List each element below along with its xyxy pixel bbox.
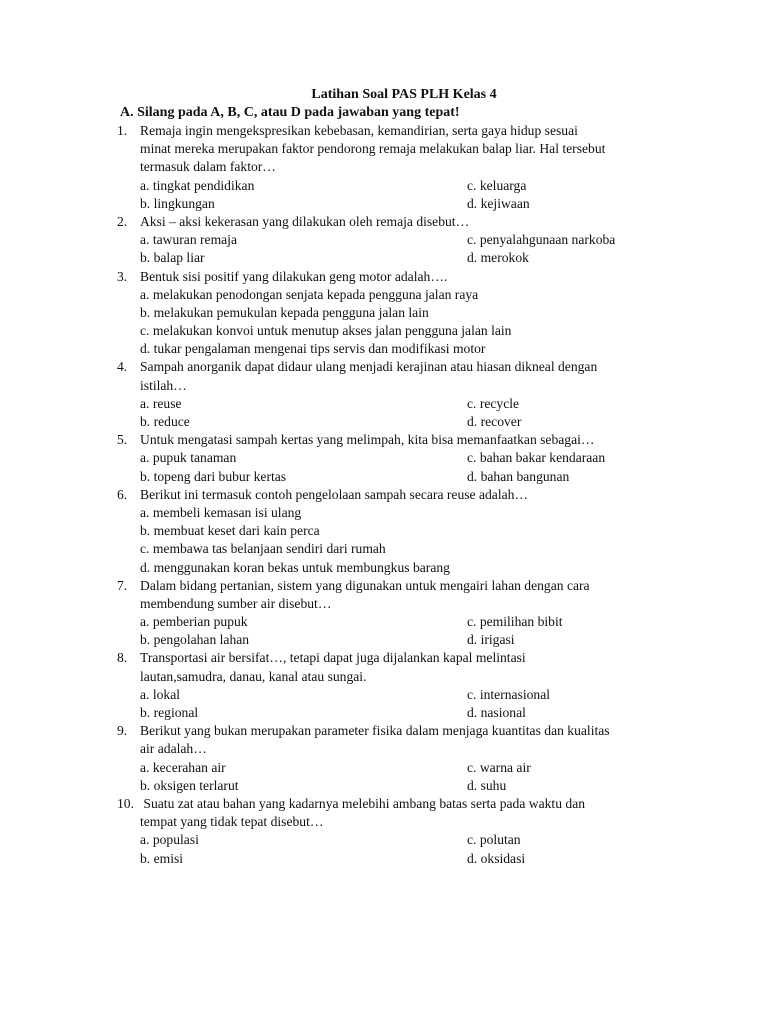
question-stem-line: tempat yang tidak tepat disebut… — [140, 814, 324, 830]
question-stem-line: termasuk dalam faktor… — [140, 159, 276, 175]
question-stem-line: Aksi – aksi kekerasan yang dilakukan oleh remaja disebut… — [140, 213, 470, 229]
question-stem-line: Berikut ini termasuk contoh pengelolaan sampah secara reuse adalah… — [140, 486, 529, 502]
question-5 — [0, 431, 768, 486]
question-number: 6. — [117, 486, 128, 502]
option-row — [0, 449, 768, 467]
question-2 — [0, 213, 768, 268]
option-row — [0, 468, 768, 486]
option-c[interactable]: c. bahan bakar kendaraan — [467, 450, 606, 466]
question-number: 8. — [117, 650, 128, 666]
question-1 — [0, 122, 768, 213]
question-stem-line: istilah… — [140, 377, 187, 393]
option-c[interactable]: c. penyalahgunaan narkoba — [467, 232, 616, 248]
question-stem-line: Remaja ingin mengekspresikan kebebasan, kemandirian, serta gaya hidup sesuai — [140, 123, 578, 138]
option-row — [0, 195, 768, 213]
option-row — [0, 704, 768, 722]
option-b[interactable]: b. lingkungan — [140, 195, 215, 211]
question-stem-line: air adalah… — [140, 741, 207, 757]
question-stem-line: Berikut yang bukan merupakan parameter fisika dalam menjaga kuantitas dan kualitas — [140, 723, 610, 739]
question-stem-line: Bentuk sisi positif yang dilakukan geng motor adalah…. — [140, 268, 448, 284]
question-9 — [0, 722, 768, 795]
question-10 — [0, 795, 768, 868]
question-3 — [0, 268, 768, 359]
option-d[interactable]: d. kejiwaan — [467, 195, 530, 211]
option-c[interactable]: c. recycle — [467, 395, 520, 411]
question-6 — [0, 486, 768, 577]
question-4 — [0, 358, 768, 431]
option-a[interactable]: a. pupuk tanaman — [140, 450, 237, 466]
question-number: 9. — [117, 723, 128, 739]
question-number: 3. — [117, 268, 128, 284]
option-d[interactable]: d. bahan bangunan — [467, 468, 570, 484]
worksheet-page — [0, 86, 768, 868]
option-b[interactable]: b. reduce — [140, 414, 190, 429]
question-7 — [0, 577, 768, 650]
option-a[interactable]: a. melakukan penodongan senjata kepada pengguna jalan raya — [140, 286, 479, 302]
option-a[interactable]: a. tawuran remaja — [140, 232, 237, 248]
question-number: 2. — [117, 213, 128, 229]
option-row — [0, 413, 768, 431]
option-row — [0, 249, 768, 267]
option-d[interactable]: d. suhu — [467, 777, 507, 793]
option-d[interactable]: d. recover — [467, 414, 522, 429]
question-number: 1. — [117, 123, 128, 138]
section-instruction: A. Silang pada A, B, C, atau D pada jawaban yang tepat! — [120, 105, 460, 120]
option-c[interactable]: c. keluarga — [467, 177, 527, 193]
option-d[interactable]: d. oksidasi — [467, 850, 526, 866]
option-row — [0, 231, 768, 249]
question-number: 4. — [117, 359, 128, 375]
option-d[interactable]: d. merokok — [467, 250, 529, 266]
option-c[interactable]: c. polutan — [467, 832, 521, 848]
question-number: 10. — [117, 795, 134, 811]
question-number: 5. — [117, 432, 128, 448]
question-8 — [0, 649, 768, 722]
question-stem-line: minat mereka merupakan faktor pendorong remaja melakukan balap liar. Hal tersebut — [140, 141, 606, 157]
option-b[interactable]: b. topeng dari bubur kertas — [140, 468, 287, 484]
option-a[interactable]: a. reuse — [140, 395, 182, 411]
option-b[interactable]: b. membuat keset dari kain perca — [140, 523, 320, 539]
option-d[interactable]: d. tukar pengalaman mengenai tips servis dan modifikasi motor — [140, 341, 486, 357]
option-b[interactable]: b. balap liar — [140, 250, 205, 266]
question-stem-line: membendung sumber air disebut… — [140, 595, 332, 611]
option-b[interactable]: b. pengolahan lahan — [140, 632, 250, 648]
option-b[interactable]: b. melakukan pemukulan kepada pengguna jalan lain — [140, 304, 429, 320]
option-row — [0, 831, 768, 849]
question-stem-line: lautan,samudra, danau, kanal atau sungai. — [140, 668, 367, 684]
option-d[interactable]: d. irigasi — [467, 632, 515, 648]
option-c[interactable]: c. membawa tas belanjaan sendiri dari rumah — [140, 541, 386, 557]
option-row — [0, 850, 768, 868]
question-stem-line: Sampah anorganik dapat didaur ulang menjadi kerajinan atau hiasan dikneal dengan — [140, 359, 598, 375]
option-c[interactable]: c. melakukan konvoi untuk menutup akses jalan pengguna jalan lain — [140, 323, 512, 339]
question-stem-line: Dalam bidang pertanian, sistem yang digunakan untuk mengairi lahan dengan cara — [140, 577, 590, 593]
question-stem-line: Transportasi air bersifat…, tetapi dapat juga dijalankan kapal melintasi — [140, 650, 526, 666]
question-stem-line: Untuk mengatasi sampah kertas yang melimpah, kita bisa memanfaatkan sebagai… — [140, 432, 595, 448]
option-c[interactable]: c. warna air — [467, 759, 531, 775]
option-c[interactable]: c. pemilihan bibit — [467, 614, 563, 630]
option-row — [0, 177, 768, 195]
option-a[interactable]: a. lokal — [140, 686, 181, 702]
option-a[interactable]: a. kecerahan air — [140, 759, 226, 775]
option-row — [0, 395, 768, 413]
option-d[interactable]: d. menggunakan koran bekas untuk membungkus barang — [140, 559, 450, 575]
option-c[interactable]: c. internasional — [467, 686, 551, 702]
option-a[interactable]: a. tingkat pendidikan — [140, 177, 255, 193]
option-row — [0, 777, 768, 795]
option-row — [0, 631, 768, 649]
option-b[interactable]: b. regional — [140, 705, 199, 720]
question-number: 7. — [117, 577, 128, 593]
option-d[interactable]: d. nasional — [467, 705, 526, 720]
option-b[interactable]: b. oksigen terlarut — [140, 777, 239, 793]
option-row — [0, 613, 768, 631]
worksheet-title: Latihan Soal PAS PLH Kelas 4 — [311, 87, 497, 102]
question-stem-line: Suatu zat atau bahan yang kadarnya melebihi ambang batas serta pada waktu dan — [140, 795, 586, 811]
option-a[interactable]: a. populasi — [140, 832, 199, 848]
option-b[interactable]: b. emisi — [140, 850, 184, 866]
option-row — [0, 759, 768, 777]
option-a[interactable]: a. pemberian pupuk — [140, 614, 248, 630]
option-a[interactable]: a. membeli kemasan isi ulang — [140, 504, 302, 520]
option-row — [0, 686, 768, 704]
